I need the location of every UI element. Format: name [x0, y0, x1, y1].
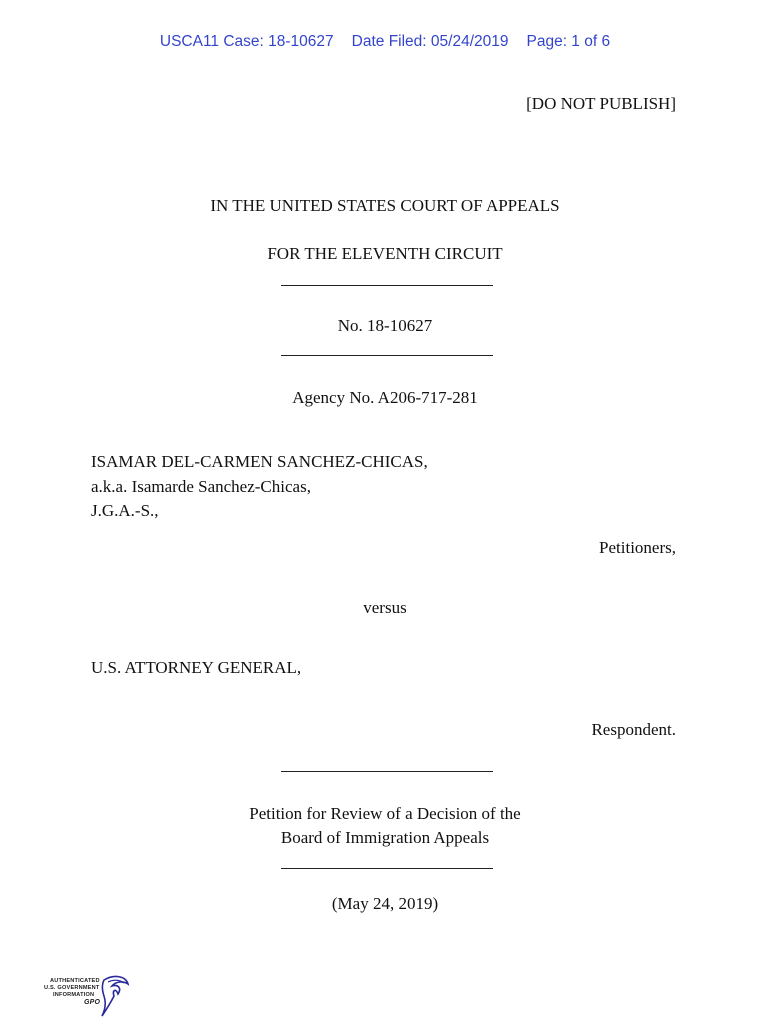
case-id: USCA11 Case: 18-10627 — [159, 33, 334, 50]
gpo-authentication-logo — [44, 974, 130, 1018]
petition-line-2: Board of Immigration Appeals — [280, 828, 490, 847]
eagle-icon — [100, 974, 130, 1018]
divider-rule — [281, 868, 493, 869]
case-number: No. 18-10627 — [337, 316, 433, 335]
gpo-mark: GPO — [84, 999, 101, 1006]
logo-text-line: U.S. GOVERNMENT — [44, 985, 100, 991]
respondent-role: Respondent. — [591, 720, 676, 739]
petitioner-name: ISAMAR DEL-CARMEN SANCHEZ-CHICAS, — [91, 452, 428, 471]
filing-header — [0, 33, 770, 51]
court-name: IN THE UNITED STATES COURT OF APPEALS — [210, 196, 560, 215]
logo-text-line: INFORMATION — [53, 992, 95, 998]
page-count: Page: 1 of 6 — [526, 33, 611, 50]
publish-note: [DO NOT PUBLISH] — [526, 94, 676, 113]
petitioner-minor: J.G.A.-S., — [91, 501, 159, 520]
circuit-name: FOR THE ELEVENTH CIRCUIT — [267, 244, 503, 263]
petitioner-alias: a.k.a. Isamarde Sanchez-Chicas, — [91, 477, 311, 496]
agency-number: Agency No. A206-717-281 — [292, 388, 478, 407]
versus-label: versus — [363, 598, 407, 617]
decision-date: (May 24, 2019) — [331, 894, 439, 913]
divider-rule — [281, 771, 493, 772]
respondent-name: U.S. ATTORNEY GENERAL, — [91, 658, 302, 677]
petitioners-role: Petitioners, — [599, 538, 676, 557]
divider-rule — [281, 285, 493, 286]
date-filed: Date Filed: 05/24/2019 — [351, 33, 509, 50]
petition-line-1: Petition for Review of a Decision of the — [249, 804, 521, 823]
divider-rule — [281, 355, 493, 356]
logo-text-line: AUTHENTICATED — [50, 978, 100, 984]
